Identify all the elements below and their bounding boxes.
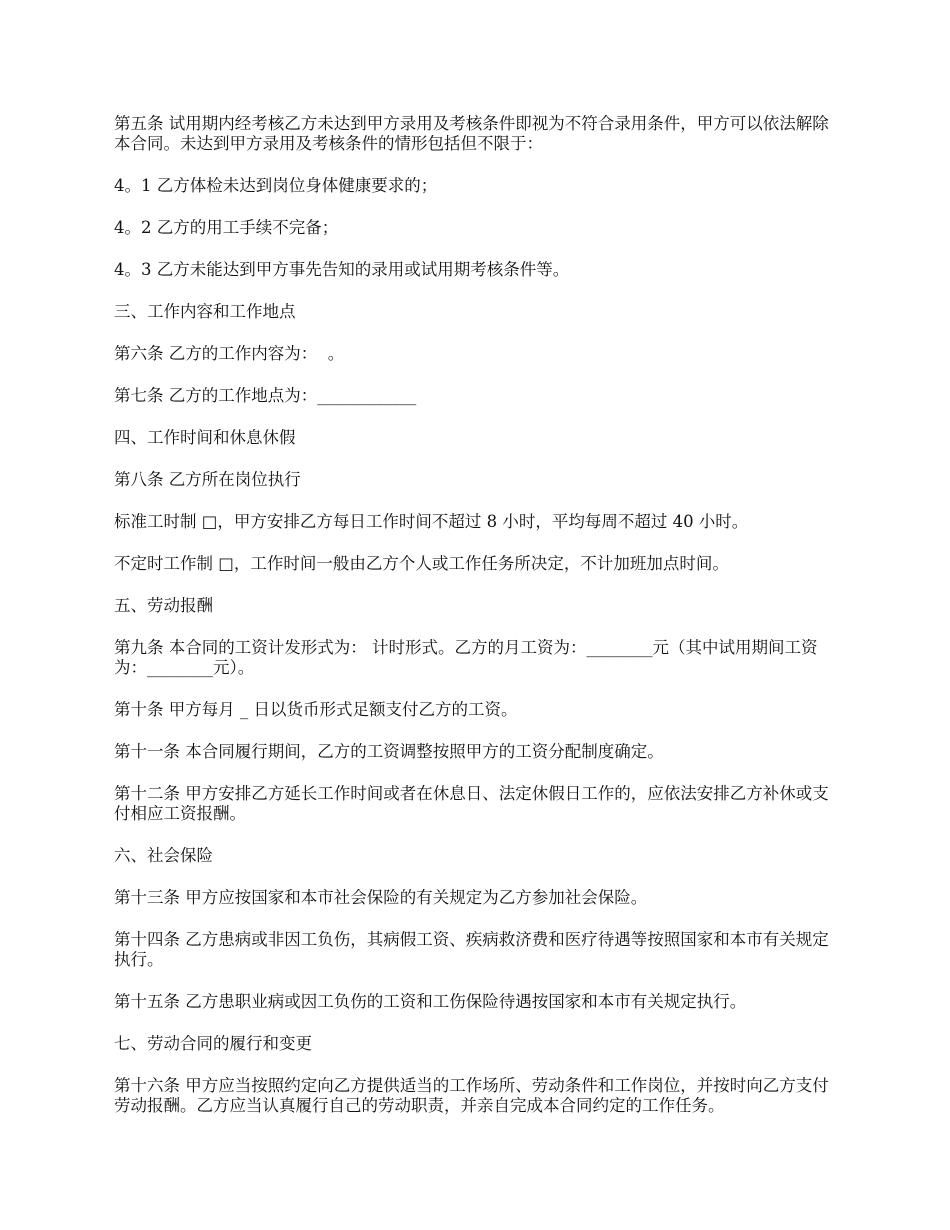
clause-4-2: 4。2 乙方的用工手续不完备； xyxy=(114,218,339,237)
contract-body xyxy=(114,114,844,1138)
clause-4-1: 4。1 乙方体检未达到岗位身体健康要求的； xyxy=(114,176,438,195)
clause-4-3: 4。3 乙方未能达到甲方事先告知的录用或试用期考核条件等。 xyxy=(114,260,570,279)
flexible-hours-option: 不定时工作制 □，工作时间一般由乙方个人或工作任务所决定，不计加班加点时间。 xyxy=(114,554,729,573)
clause-9: 第九条 本合同的工资计发形式为： 计时形式。乙方的月工资为：________元（其中试用期间工资为：________元）。 xyxy=(114,638,818,677)
clause-16: 第十六条 甲方应当按照约定向乙方提供适当的工作场所、劳动条件和工作岗位，并按时向乙方支付劳动报酬。乙方应当认真履行自己的劳动职责，并亲自完成本合同约定的工作任务。 xyxy=(114,1076,829,1115)
clause-7: 第七条 乙方的工作地点为：____________ xyxy=(114,386,417,405)
section-heading-6: 六、社会保险 xyxy=(114,846,213,865)
clause-15: 第十五条 乙方患职业病或因工负伤的工资和工伤保险待遇按国家和本市有关规定执行。 xyxy=(114,992,747,1011)
section-heading-5: 五、劳动报酬 xyxy=(114,596,213,615)
clause-6: 第六条 乙方的工作内容为： 。 xyxy=(114,344,345,363)
section-heading-4: 四、工作时间和休息休假 xyxy=(114,428,296,447)
section-heading-7: 七、劳动合同的履行和变更 xyxy=(114,1034,312,1053)
clause-8: 第八条 乙方所在岗位执行 xyxy=(114,470,301,489)
standard-hours-option: 标准工时制 □，甲方安排乙方每日工作时间不超过 8 小时，平均每周不超过 40 小时。 xyxy=(114,512,749,531)
clause-12: 第十二条 甲方安排乙方延长工作时间或者在休息日、法定休假日工作的，应依法安排乙方补休或支付相应工资报酬。 xyxy=(114,784,829,823)
clause-5: 第五条 试用期内经考核乙方未达到甲方录用及考核条件即视为不符合录用条件，甲方可以依法解除本合同。未达到甲方录用及考核条件的情形包括但不限于： xyxy=(114,114,829,153)
clause-10: 第十条 甲方每月 _ 日以货币形式足额支付乙方的工资。 xyxy=(114,700,518,719)
clause-13: 第十三条 甲方应按国家和本市社会保险的有关规定为乙方参加社会保险。 xyxy=(114,888,648,907)
section-heading-3: 三、工作内容和工作地点 xyxy=(114,302,296,321)
clause-11: 第十一条 本合同履行期间，乙方的工资调整按照甲方的工资分配制度确定。 xyxy=(114,742,664,761)
clause-14: 第十四条 乙方患病或非因工负伤，其病假工资、疾病救济费和医疗待遇等按照国家和本市有关规定执行。 xyxy=(114,930,829,969)
